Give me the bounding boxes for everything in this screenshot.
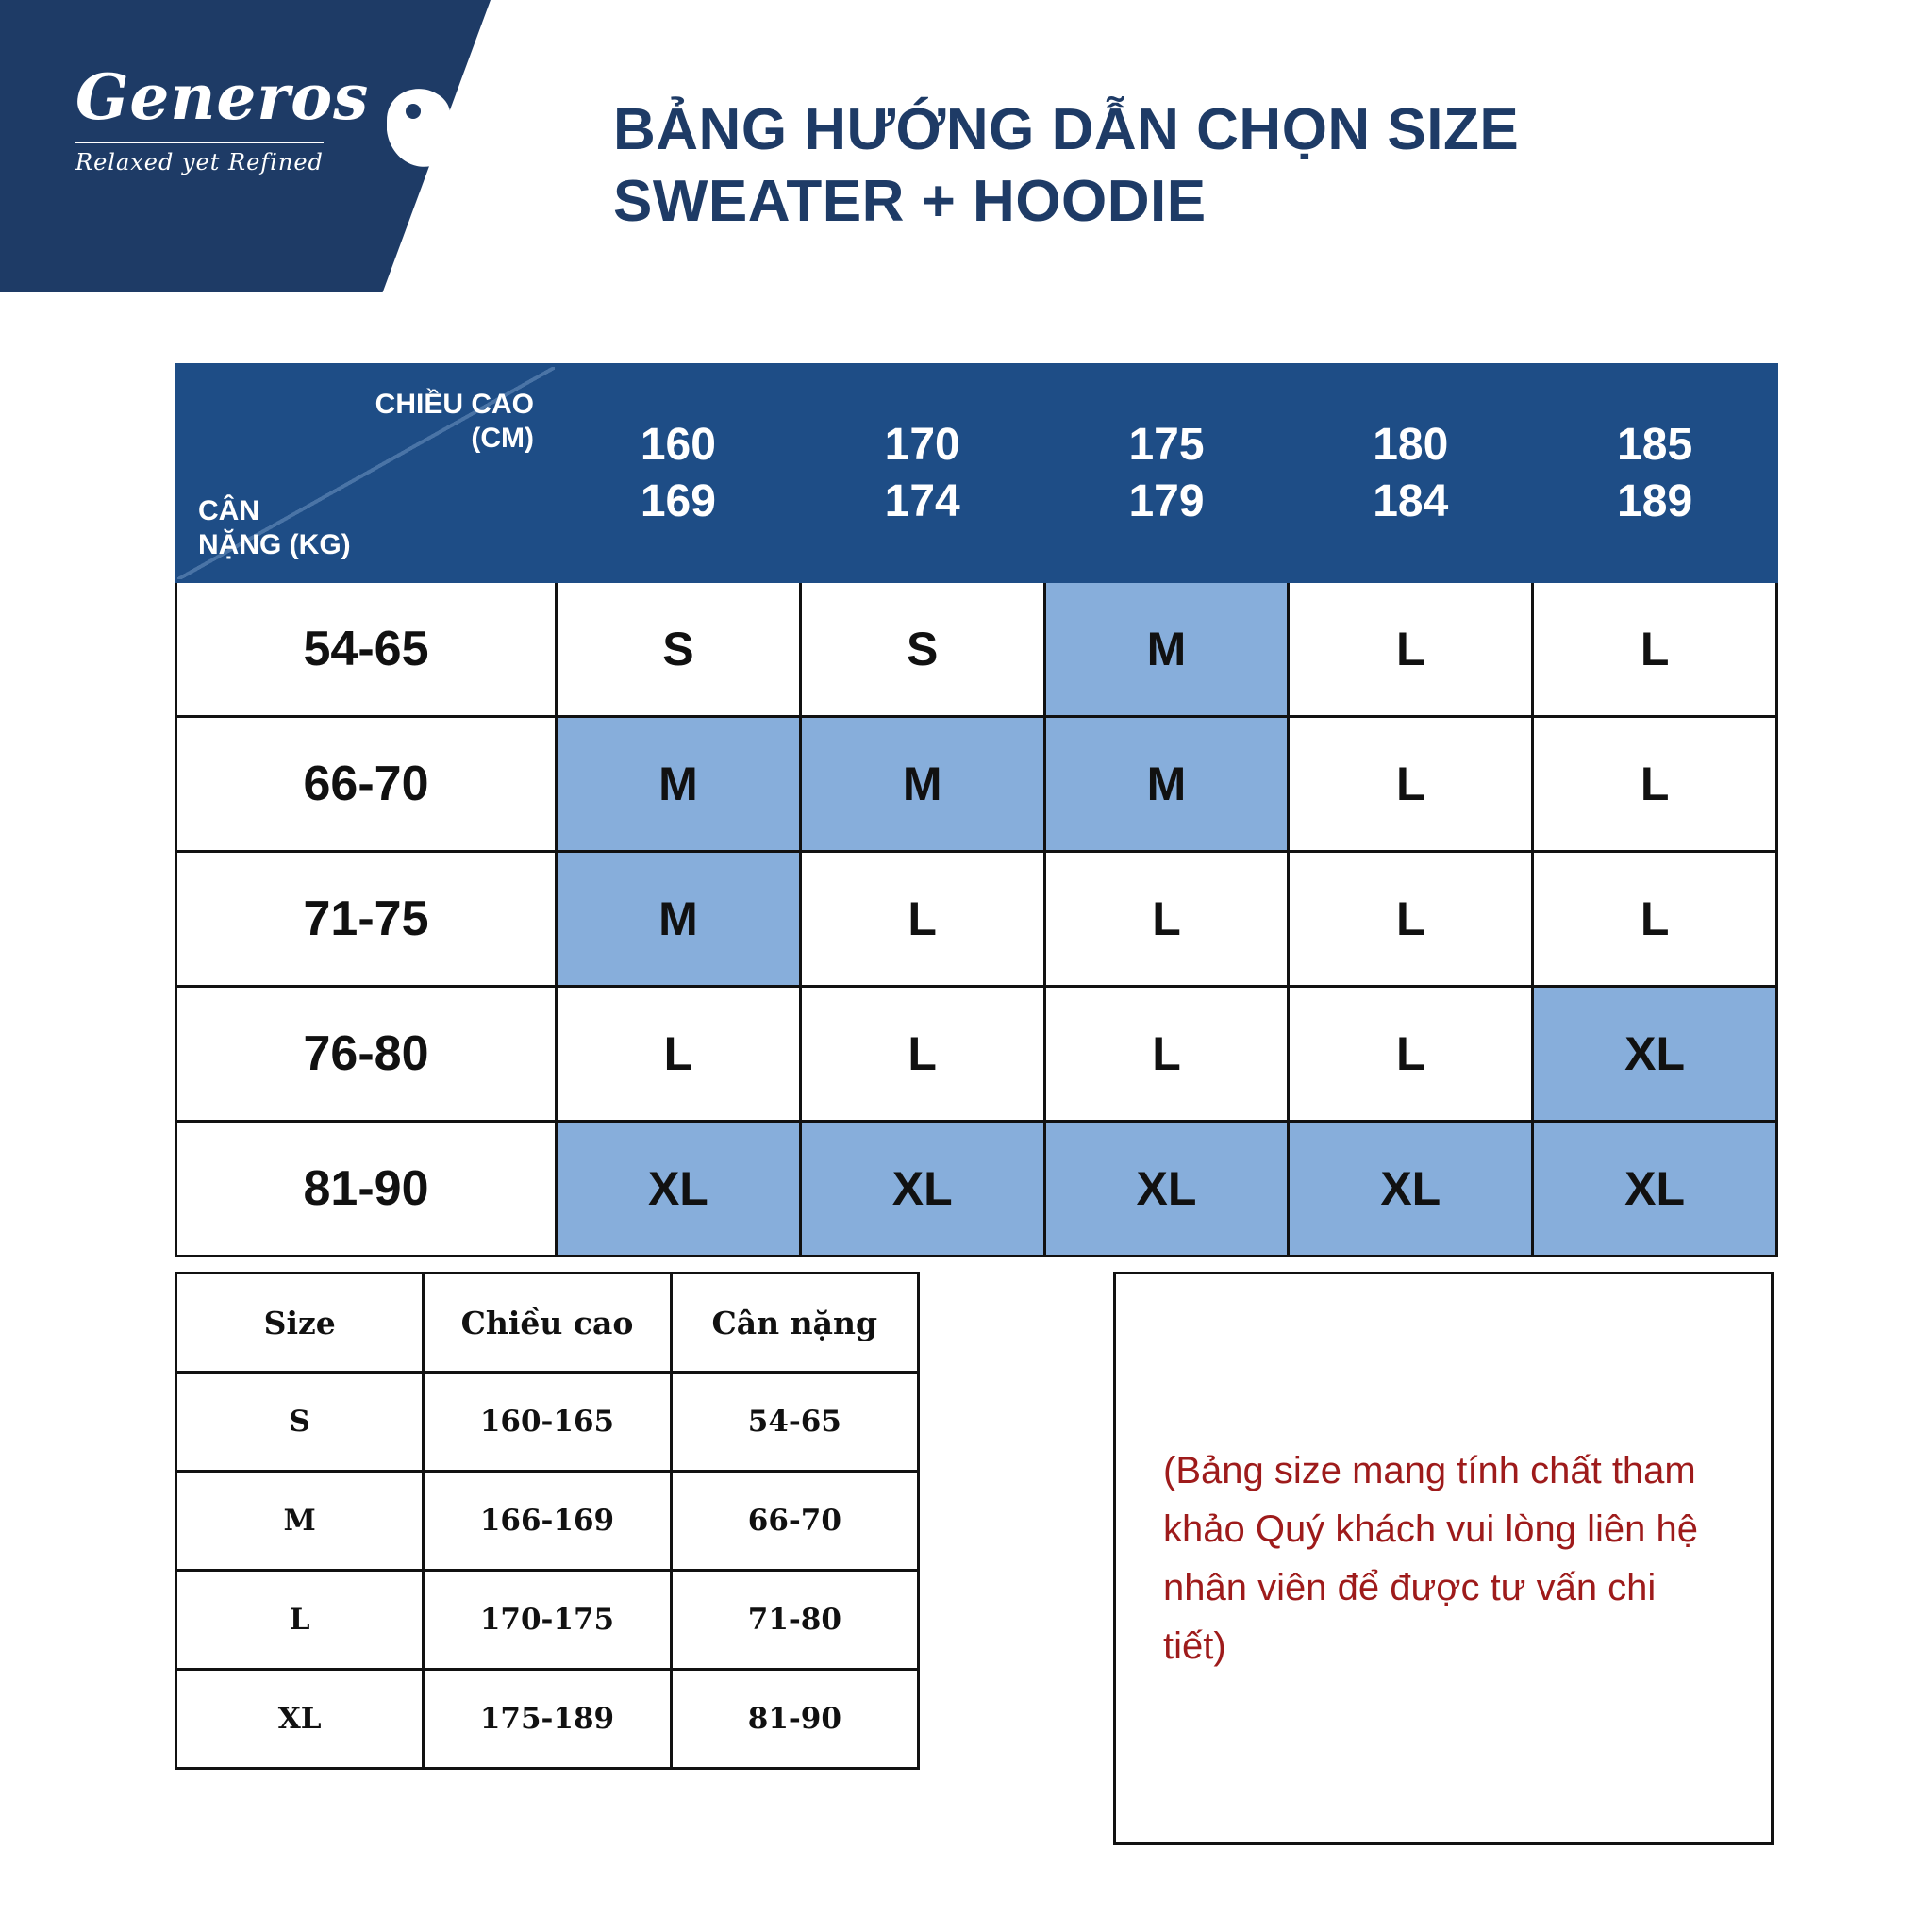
matrix-cell: L — [1533, 582, 1777, 717]
page-header — [0, 0, 1932, 292]
page-title-line-2: SWEATER + HOODIE — [613, 168, 1207, 234]
table-row — [176, 1122, 1777, 1257]
col-range-bottom: 184 — [1373, 475, 1449, 526]
summary-cell-height: 166-169 — [424, 1472, 671, 1571]
matrix-cell: M — [1044, 582, 1289, 717]
col-range-bottom: 169 — [640, 475, 716, 526]
matrix-cell: L — [800, 987, 1044, 1122]
disclaimer-text: (Bảng size mang tính chất tham khảo Quý khách vui lòng liên hệ nhân viên để được tư vấn chi tiết) — [1163, 1450, 1699, 1667]
matrix-col-header — [557, 365, 801, 582]
matrix-cell: XL — [1533, 1122, 1777, 1257]
brand-tagline: Relaxed yet Refined — [75, 142, 324, 175]
table-row — [176, 717, 1777, 852]
summary-cell-size: S — [176, 1373, 424, 1472]
matrix-cell: XL — [1533, 987, 1777, 1122]
corner-weight-label — [198, 494, 351, 562]
brand-name: Generos — [75, 60, 370, 134]
summary-cell-size: L — [176, 1571, 424, 1670]
matrix-cell: XL — [1289, 1122, 1533, 1257]
table-row — [176, 1472, 919, 1571]
matrix-cell: L — [1289, 717, 1533, 852]
col-range-top: 170 — [884, 419, 960, 470]
matrix-row-header: 54-65 — [176, 582, 557, 717]
matrix-cell: XL — [557, 1122, 801, 1257]
matrix-row-header: 81-90 — [176, 1122, 557, 1257]
brand-logo — [75, 60, 509, 217]
matrix-col-header — [1533, 365, 1777, 582]
matrix-row-header: 71-75 — [176, 852, 557, 987]
col-range-top: 175 — [1128, 419, 1205, 470]
matrix-cell: M — [1044, 717, 1289, 852]
matrix-cell: L — [1289, 582, 1533, 717]
page-title — [613, 94, 1792, 237]
matrix-cell: M — [557, 852, 801, 987]
corner-height-text: CHIỀU CAO — [375, 389, 534, 420]
table-row — [176, 582, 1777, 717]
table-row — [176, 987, 1777, 1122]
summary-col-header-weight: Cân nặng — [671, 1274, 918, 1373]
disclaimer-box — [1113, 1272, 1774, 1845]
table-row — [176, 1373, 919, 1472]
summary-col-header-height: Chiều cao — [424, 1274, 671, 1373]
matrix-col-header — [800, 365, 1044, 582]
size-matrix-table — [175, 363, 1778, 1257]
matrix-row-header: 66-70 — [176, 717, 557, 852]
matrix-corner-cell — [176, 365, 557, 582]
matrix-cell: M — [557, 717, 801, 852]
matrix-cell: L — [1044, 852, 1289, 987]
col-range-top: 185 — [1617, 419, 1693, 470]
table-row — [176, 1670, 919, 1769]
col-range-top: 180 — [1373, 419, 1449, 470]
summary-cell-height: 170-175 — [424, 1571, 671, 1670]
matrix-col-header — [1044, 365, 1289, 582]
matrix-cell: L — [557, 987, 801, 1122]
col-range-bottom: 174 — [884, 475, 960, 526]
summary-cell-height: 175-189 — [424, 1670, 671, 1769]
matrix-cell: L — [800, 852, 1044, 987]
corner-weight-text-2: NẶNG (KG) — [198, 529, 351, 560]
col-range-top: 160 — [640, 419, 716, 470]
table-row — [176, 1571, 919, 1670]
matrix-cell: L — [1289, 852, 1533, 987]
matrix-cell: XL — [800, 1122, 1044, 1257]
matrix-cell: M — [800, 717, 1044, 852]
summary-cell-height: 160-165 — [424, 1373, 671, 1472]
page-title-line-1: BẢNG HƯỚNG DẪN CHỌN SIZE — [613, 97, 1520, 162]
summary-cell-weight: 71-80 — [671, 1571, 918, 1670]
matrix-cell: S — [800, 582, 1044, 717]
summary-header-row — [176, 1274, 919, 1373]
matrix-cell: L — [1044, 987, 1289, 1122]
summary-cell-weight: 54-65 — [671, 1373, 918, 1472]
matrix-col-header — [1289, 365, 1533, 582]
matrix-cell: S — [557, 582, 801, 717]
size-summary-table — [175, 1272, 920, 1770]
summary-cell-size: XL — [176, 1670, 424, 1769]
corner-height-label — [375, 388, 534, 456]
matrix-cell: L — [1289, 987, 1533, 1122]
bird-logo-icon — [358, 72, 500, 185]
summary-col-header-size: Size — [176, 1274, 424, 1373]
matrix-header-row — [176, 365, 1777, 582]
col-range-bottom: 189 — [1617, 475, 1693, 526]
matrix-cell: L — [1533, 717, 1777, 852]
summary-cell-weight: 66-70 — [671, 1472, 918, 1571]
col-range-bottom: 179 — [1128, 475, 1205, 526]
summary-cell-weight: 81-90 — [671, 1670, 918, 1769]
matrix-cell: L — [1533, 852, 1777, 987]
matrix-row-header: 76-80 — [176, 987, 557, 1122]
corner-weight-text-1: CÂN — [198, 495, 259, 526]
matrix-cell: XL — [1044, 1122, 1289, 1257]
table-row — [176, 852, 1777, 987]
corner-height-unit: (CM) — [471, 423, 534, 454]
summary-cell-size: M — [176, 1472, 424, 1571]
